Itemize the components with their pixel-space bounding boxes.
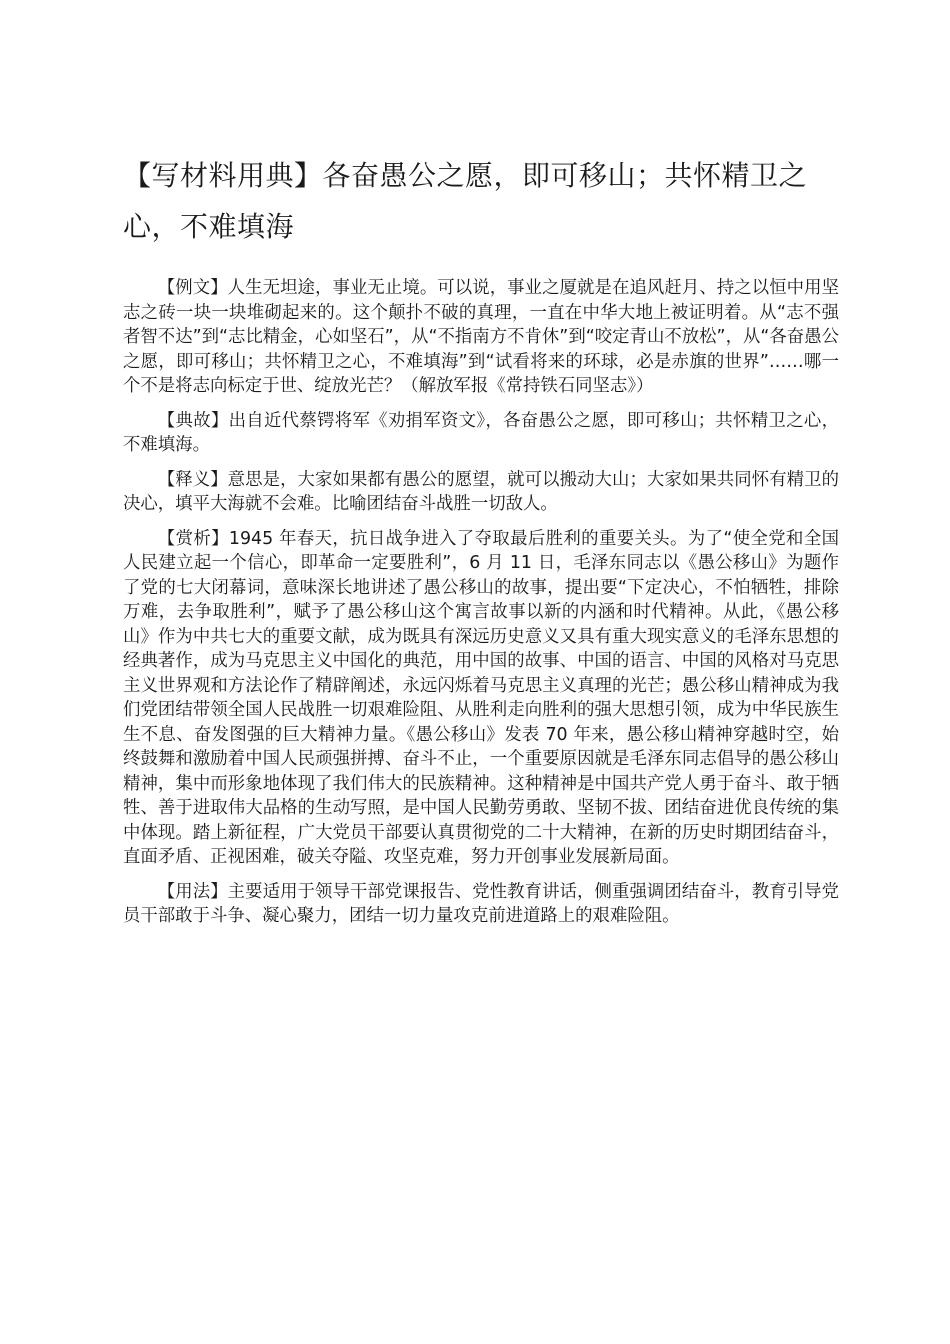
- document-page: [123, 150, 839, 939]
- paragraph-appreciation: 【赏析】1945 年春天，抗日战争进入了夺取最后胜利的重要关头。为了“使全党和全国人民建立起一个信心，即革命一定要胜利”，6 月 11 日，毛泽东同志以《愚公移山》为题作了党的七大闭幕词，意味深长地讲述了愚公移山的故事，提出要“下定决心，不怕牺牲，排除万难，去争取胜利”，赋予了愚公移山这个寓言故事以新的内涵和时代精神。从此，《愚公移山》作为中共七大的重要文献，成为既具有深远历史意义又具有重大现实意义的毛泽东思想的经典著作，成为马克思主义中国化的典范，用中国的故事、中国的语言、中国的风格对马克思主义世界观和方法论作了精辟阐述，永远闪烁着马克思主义真理的光芒；愚公移山精神成为我们党团结带领全国人民战胜一切艰难险阻、从胜利走向胜利的强大思想引领，成为中华民族生生不息、奋发图强的巨大精神力量。《愚公移山》发表 70 年来，愚公移山精神穿越时空，始终鼓舞和激励着中国人民顽强拼搏、奋斗不止，一个重要原因就是毛泽东同志倡导的愚公移山精神，集中而形象地体现了我们伟大的民族精神。这种精神是中国共产党人勇于奋斗、敢于牺牲、善于进取伟大品格的生动写照，是中国人民勤劳勇敢、坚韧不拔、团结奋进优良传统的集中体现。踏上新征程，广大党员干部要认真贯彻党的二十大精神，在新的历史时期团结奋斗，直面矛盾、正视困难，破关夺隘、攻坚克难，努力开创事业发展新局面。: [123, 528, 839, 867]
- paragraph-meaning: 【释义】意思是，大家如果都有愚公的愿望，就可以搬动大山；大家如果共同怀有精卫的决心，填平大海就不会难。比喻团结奋斗战胜一切敌人。: [123, 469, 839, 514]
- paragraph-example: 【例文】人生无坦途，事业无止境。可以说，事业之厦就是在追风赶月、持之以恒中用坚志之砖一块一块堆砌起来的。这个颠扑不破的真理，一直在中华大地上被证明着。从“志不强者智不达”到“志比精金，心如坚石”，从“不指南方不肯休”到“咬定青山不放松”，从“各奋愚公之愿，即可移山；共怀精卫之心，不难填海”到“试看将来的环球，必是赤旗的世界”……哪一个不是将志向标定于世、绽放光芒？（解放军报《常持铁石同坚志》）: [123, 278, 839, 396]
- document-title: 【写材料用典】各奋愚公之愿，即可移山；共怀精卫之心，不难填海: [123, 159, 808, 243]
- paragraph-allusion: 【典故】出自近代蔡锷将军《劝捐军资文》，各奋愚公之愿，即可移山；共怀精卫之心，不难填海。: [123, 410, 839, 455]
- paragraph-usage: 【用法】主要适用于领导干部党课报告、党性教育讲话，侧重强调团结奋斗，教育引导党员干部敢于斗争、凝心聚力，团结一切力量攻克前进道路上的艰难险阻。: [123, 881, 839, 926]
